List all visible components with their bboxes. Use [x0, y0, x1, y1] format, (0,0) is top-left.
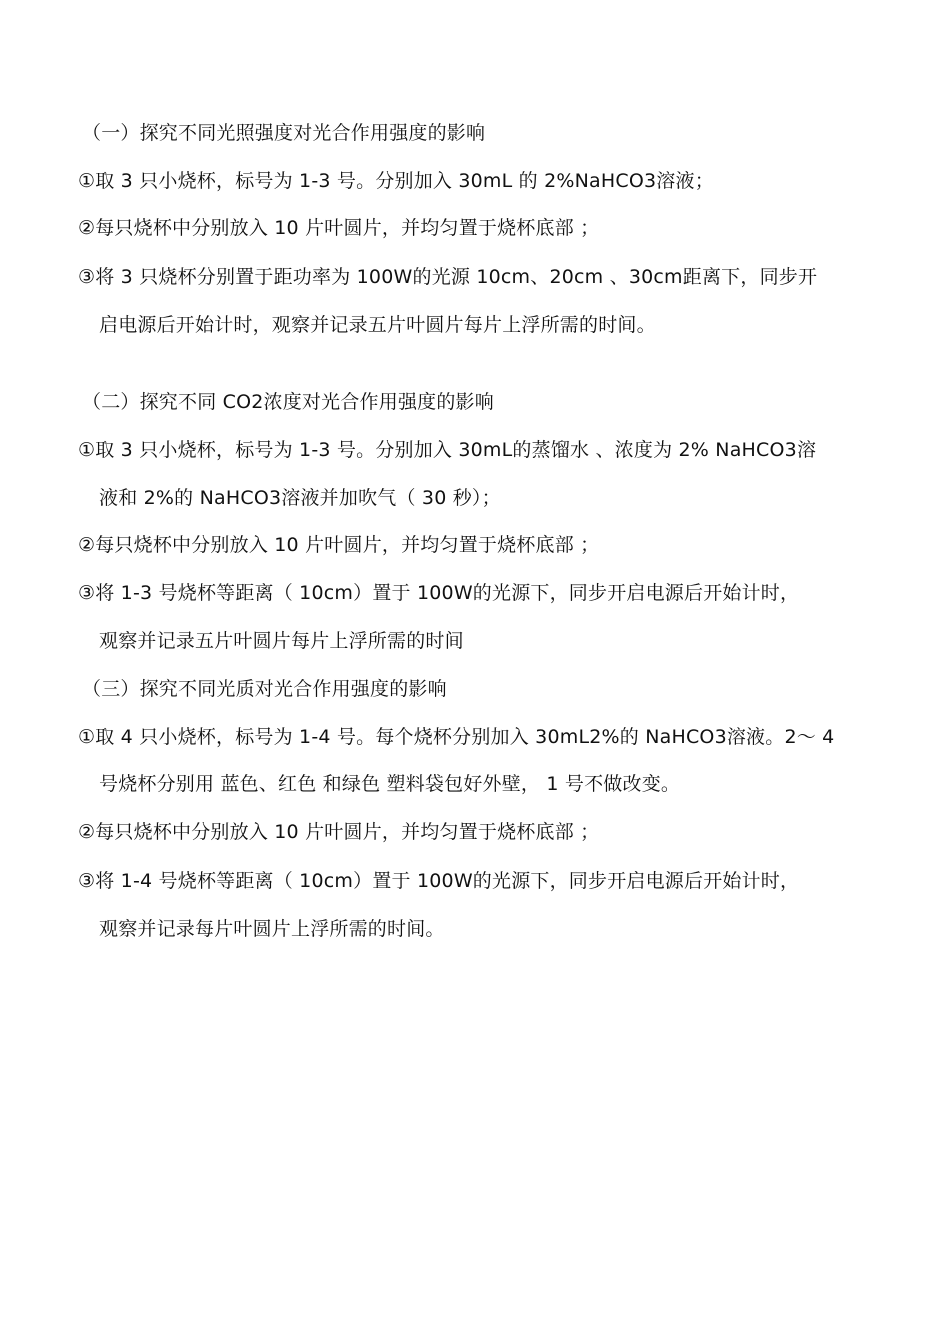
section-2-step-3-line-2: 观察并记录五片叶圆片每片上浮所需的时间 [99, 630, 464, 652]
section-1-step-1: ①取 3 只小烧杯，标号为 1-3 号。分别加入 30mL 的 2%NaHCO3溶液； [78, 170, 714, 192]
section-3-step-1-line-2: 号烧杯分别用 蓝色、红色 和绿色 塑料袋包好外壁， 1 号不做改变。 [99, 773, 681, 795]
section-1-heading: （一）探究不同光照强度对光合作用强度的影响 [82, 122, 486, 144]
section-2-step-3-line-1: ③将 1-3 号烧杯等距离（ 10cm）置于 100W的光源下，同步开启电源后开始计时， [78, 582, 800, 604]
section-3-step-2: ②每只烧杯中分别放入 10 片叶圆片，并均匀置于烧杯底部 ； [78, 821, 600, 843]
section-2-heading: （二）探究不同 CO2浓度对光合作用强度的影响 [82, 391, 494, 413]
section-3-step-3-line-2: 观察并记录每片叶圆片上浮所需的时间。 [99, 918, 445, 940]
section-2-step-1-line-1: ①取 3 只小烧杯，标号为 1-3 号。分别加入 30mL的蒸馏水 、浓度为 2% NaHCO3溶 [78, 439, 817, 461]
section-1-step-3-line-2: 启电源后开始计时，观察并记录五片叶圆片每片上浮所需的时间。 [99, 314, 656, 336]
section-2-step-2: ②每只烧杯中分别放入 10 片叶圆片，并均匀置于烧杯底部 ； [78, 534, 600, 556]
section-2-step-1-line-2: 液和 2%的 NaHCO3溶液并加吹气（ 30 秒）； [99, 487, 501, 509]
section-1-step-3-line-1: ③将 3 只烧杯分别置于距功率为 100W的光源 10cm、20cm 、30cm距离下，同步开 [78, 266, 818, 288]
section-1-step-2: ②每只烧杯中分别放入 10 片叶圆片，并均匀置于烧杯底部 ； [78, 217, 600, 239]
section-3-step-1-line-1: ①取 4 只小烧杯，标号为 1-4 号。每个烧杯分别加入 30mL2%的 NaHCO3溶液。2～ 4 [78, 726, 835, 748]
section-3-heading: （三）探究不同光质对光合作用强度的影响 [82, 678, 447, 700]
section-3-step-3-line-1: ③将 1-4 号烧杯等距离（ 10cm）置于 100W的光源下，同步开启电源后开始计时， [78, 870, 800, 892]
